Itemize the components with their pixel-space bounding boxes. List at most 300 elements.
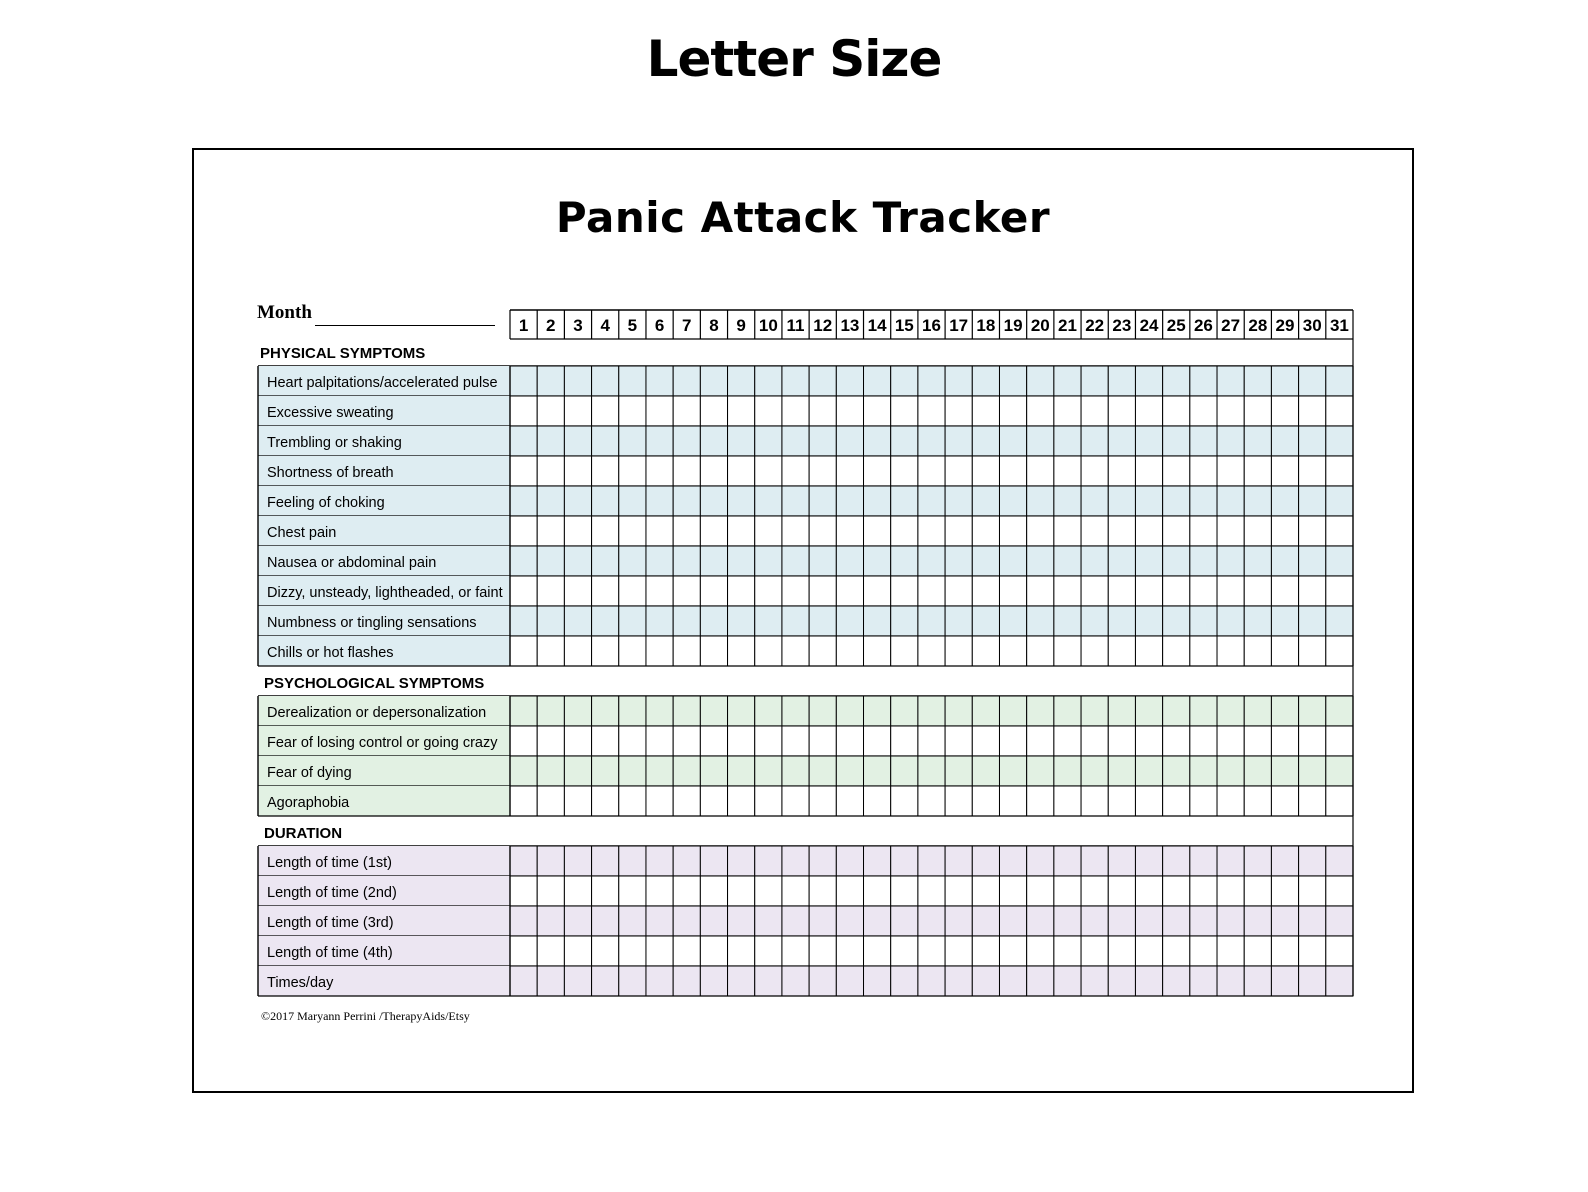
day-checkbox-cell[interactable] <box>564 396 591 426</box>
day-checkbox-cell[interactable] <box>1135 576 1162 606</box>
day-checkbox-cell[interactable] <box>592 846 619 876</box>
day-checkbox-cell[interactable] <box>1271 756 1298 786</box>
day-checkbox-cell[interactable] <box>836 876 863 906</box>
day-checkbox-cell[interactable] <box>1135 906 1162 936</box>
day-checkbox-cell[interactable] <box>1271 576 1298 606</box>
day-checkbox-cell[interactable] <box>1244 696 1271 726</box>
day-checkbox-cell[interactable] <box>972 876 999 906</box>
day-checkbox-cell[interactable] <box>782 486 809 516</box>
day-checkbox-cell[interactable] <box>1190 726 1217 756</box>
day-checkbox-cell[interactable] <box>564 846 591 876</box>
day-checkbox-cell[interactable] <box>510 486 537 516</box>
day-checkbox-cell[interactable] <box>700 606 727 636</box>
day-checkbox-cell[interactable] <box>1299 906 1326 936</box>
day-checkbox-cell[interactable] <box>1217 936 1244 966</box>
day-checkbox-cell[interactable] <box>809 786 836 816</box>
day-checkbox-cell[interactable] <box>1081 366 1108 396</box>
day-checkbox-cell[interactable] <box>782 456 809 486</box>
day-checkbox-cell[interactable] <box>673 846 700 876</box>
day-checkbox-cell[interactable] <box>700 756 727 786</box>
day-checkbox-cell[interactable] <box>1163 366 1190 396</box>
day-checkbox-cell[interactable] <box>1108 516 1135 546</box>
day-checkbox-cell[interactable] <box>592 696 619 726</box>
day-checkbox-cell[interactable] <box>1271 486 1298 516</box>
day-checkbox-cell[interactable] <box>891 486 918 516</box>
day-checkbox-cell[interactable] <box>537 756 564 786</box>
day-checkbox-cell[interactable] <box>510 726 537 756</box>
day-checkbox-cell[interactable] <box>1027 786 1054 816</box>
day-checkbox-cell[interactable] <box>945 576 972 606</box>
day-checkbox-cell[interactable] <box>972 636 999 666</box>
day-checkbox-cell[interactable] <box>864 906 891 936</box>
day-checkbox-cell[interactable] <box>1299 876 1326 906</box>
day-checkbox-cell[interactable] <box>592 396 619 426</box>
day-checkbox-cell[interactable] <box>1299 846 1326 876</box>
day-checkbox-cell[interactable] <box>755 366 782 396</box>
day-checkbox-cell[interactable] <box>1163 486 1190 516</box>
day-checkbox-cell[interactable] <box>1054 426 1081 456</box>
day-checkbox-cell[interactable] <box>510 426 537 456</box>
day-checkbox-cell[interactable] <box>700 396 727 426</box>
day-checkbox-cell[interactable] <box>1217 456 1244 486</box>
day-checkbox-cell[interactable] <box>1163 966 1190 996</box>
day-checkbox-cell[interactable] <box>1108 696 1135 726</box>
day-checkbox-cell[interactable] <box>972 606 999 636</box>
day-checkbox-cell[interactable] <box>1163 456 1190 486</box>
day-checkbox-cell[interactable] <box>972 366 999 396</box>
day-checkbox-cell[interactable] <box>891 906 918 936</box>
day-checkbox-cell[interactable] <box>728 516 755 546</box>
day-checkbox-cell[interactable] <box>510 516 537 546</box>
day-checkbox-cell[interactable] <box>755 756 782 786</box>
day-checkbox-cell[interactable] <box>1326 876 1353 906</box>
day-checkbox-cell[interactable] <box>864 366 891 396</box>
day-checkbox-cell[interactable] <box>809 966 836 996</box>
day-checkbox-cell[interactable] <box>1081 696 1108 726</box>
day-checkbox-cell[interactable] <box>728 456 755 486</box>
day-checkbox-cell[interactable] <box>1190 786 1217 816</box>
day-checkbox-cell[interactable] <box>673 636 700 666</box>
day-checkbox-cell[interactable] <box>1244 396 1271 426</box>
day-checkbox-cell[interactable] <box>918 906 945 936</box>
day-checkbox-cell[interactable] <box>1299 576 1326 606</box>
day-checkbox-cell[interactable] <box>700 906 727 936</box>
day-checkbox-cell[interactable] <box>1081 456 1108 486</box>
day-checkbox-cell[interactable] <box>1163 696 1190 726</box>
day-checkbox-cell[interactable] <box>1027 366 1054 396</box>
day-checkbox-cell[interactable] <box>619 786 646 816</box>
day-checkbox-cell[interactable] <box>510 636 537 666</box>
day-checkbox-cell[interactable] <box>809 726 836 756</box>
day-checkbox-cell[interactable] <box>1217 726 1244 756</box>
day-checkbox-cell[interactable] <box>836 936 863 966</box>
day-checkbox-cell[interactable] <box>673 606 700 636</box>
day-checkbox-cell[interactable] <box>1244 516 1271 546</box>
day-checkbox-cell[interactable] <box>945 516 972 546</box>
day-checkbox-cell[interactable] <box>945 786 972 816</box>
day-checkbox-cell[interactable] <box>755 576 782 606</box>
day-checkbox-cell[interactable] <box>782 516 809 546</box>
day-checkbox-cell[interactable] <box>1135 456 1162 486</box>
day-checkbox-cell[interactable] <box>999 486 1026 516</box>
day-checkbox-cell[interactable] <box>1271 366 1298 396</box>
day-checkbox-cell[interactable] <box>1299 726 1326 756</box>
day-checkbox-cell[interactable] <box>809 906 836 936</box>
day-checkbox-cell[interactable] <box>619 366 646 396</box>
day-checkbox-cell[interactable] <box>646 966 673 996</box>
day-checkbox-cell[interactable] <box>918 696 945 726</box>
day-checkbox-cell[interactable] <box>646 516 673 546</box>
day-checkbox-cell[interactable] <box>1135 786 1162 816</box>
day-checkbox-cell[interactable] <box>564 546 591 576</box>
day-checkbox-cell[interactable] <box>864 426 891 456</box>
day-checkbox-cell[interactable] <box>1244 876 1271 906</box>
day-checkbox-cell[interactable] <box>1054 786 1081 816</box>
day-checkbox-cell[interactable] <box>864 936 891 966</box>
day-checkbox-cell[interactable] <box>782 366 809 396</box>
day-checkbox-cell[interactable] <box>1299 606 1326 636</box>
day-checkbox-cell[interactable] <box>510 786 537 816</box>
day-checkbox-cell[interactable] <box>1244 426 1271 456</box>
day-checkbox-cell[interactable] <box>1054 516 1081 546</box>
day-checkbox-cell[interactable] <box>1299 426 1326 456</box>
day-checkbox-cell[interactable] <box>755 726 782 756</box>
day-checkbox-cell[interactable] <box>809 636 836 666</box>
day-checkbox-cell[interactable] <box>592 726 619 756</box>
day-checkbox-cell[interactable] <box>891 726 918 756</box>
day-checkbox-cell[interactable] <box>1108 396 1135 426</box>
day-checkbox-cell[interactable] <box>918 516 945 546</box>
day-checkbox-cell[interactable] <box>782 546 809 576</box>
day-checkbox-cell[interactable] <box>1027 846 1054 876</box>
day-checkbox-cell[interactable] <box>673 426 700 456</box>
day-checkbox-cell[interactable] <box>891 546 918 576</box>
day-checkbox-cell[interactable] <box>1244 906 1271 936</box>
day-checkbox-cell[interactable] <box>1244 576 1271 606</box>
day-checkbox-cell[interactable] <box>1244 606 1271 636</box>
day-checkbox-cell[interactable] <box>782 696 809 726</box>
day-checkbox-cell[interactable] <box>1108 846 1135 876</box>
day-checkbox-cell[interactable] <box>619 426 646 456</box>
day-checkbox-cell[interactable] <box>564 366 591 396</box>
day-checkbox-cell[interactable] <box>1054 696 1081 726</box>
day-checkbox-cell[interactable] <box>1163 636 1190 666</box>
day-checkbox-cell[interactable] <box>510 846 537 876</box>
day-checkbox-cell[interactable] <box>1299 516 1326 546</box>
day-checkbox-cell[interactable] <box>918 936 945 966</box>
day-checkbox-cell[interactable] <box>1163 906 1190 936</box>
day-checkbox-cell[interactable] <box>918 486 945 516</box>
day-checkbox-cell[interactable] <box>1326 726 1353 756</box>
day-checkbox-cell[interactable] <box>891 426 918 456</box>
day-checkbox-cell[interactable] <box>891 876 918 906</box>
day-checkbox-cell[interactable] <box>619 726 646 756</box>
day-checkbox-cell[interactable] <box>700 966 727 996</box>
day-checkbox-cell[interactable] <box>782 966 809 996</box>
day-checkbox-cell[interactable] <box>564 966 591 996</box>
day-checkbox-cell[interactable] <box>1108 726 1135 756</box>
day-checkbox-cell[interactable] <box>755 906 782 936</box>
day-checkbox-cell[interactable] <box>972 516 999 546</box>
day-checkbox-cell[interactable] <box>1217 906 1244 936</box>
day-checkbox-cell[interactable] <box>1271 876 1298 906</box>
day-checkbox-cell[interactable] <box>1135 876 1162 906</box>
day-checkbox-cell[interactable] <box>809 486 836 516</box>
day-checkbox-cell[interactable] <box>755 396 782 426</box>
day-checkbox-cell[interactable] <box>1217 366 1244 396</box>
day-checkbox-cell[interactable] <box>864 396 891 426</box>
day-checkbox-cell[interactable] <box>1081 846 1108 876</box>
day-checkbox-cell[interactable] <box>1054 636 1081 666</box>
day-checkbox-cell[interactable] <box>1217 696 1244 726</box>
day-checkbox-cell[interactable] <box>1081 966 1108 996</box>
day-checkbox-cell[interactable] <box>537 726 564 756</box>
day-checkbox-cell[interactable] <box>1271 396 1298 426</box>
day-checkbox-cell[interactable] <box>918 396 945 426</box>
day-checkbox-cell[interactable] <box>1135 426 1162 456</box>
day-checkbox-cell[interactable] <box>564 756 591 786</box>
day-checkbox-cell[interactable] <box>1326 516 1353 546</box>
day-checkbox-cell[interactable] <box>646 846 673 876</box>
day-checkbox-cell[interactable] <box>782 876 809 906</box>
day-checkbox-cell[interactable] <box>755 486 782 516</box>
day-checkbox-cell[interactable] <box>1081 426 1108 456</box>
day-checkbox-cell[interactable] <box>945 906 972 936</box>
day-checkbox-cell[interactable] <box>700 936 727 966</box>
day-checkbox-cell[interactable] <box>1217 516 1244 546</box>
day-checkbox-cell[interactable] <box>673 726 700 756</box>
day-checkbox-cell[interactable] <box>1271 936 1298 966</box>
day-checkbox-cell[interactable] <box>972 906 999 936</box>
day-checkbox-cell[interactable] <box>1108 786 1135 816</box>
day-checkbox-cell[interactable] <box>755 786 782 816</box>
day-checkbox-cell[interactable] <box>673 876 700 906</box>
day-checkbox-cell[interactable] <box>673 486 700 516</box>
day-checkbox-cell[interactable] <box>809 366 836 396</box>
day-checkbox-cell[interactable] <box>1326 636 1353 666</box>
day-checkbox-cell[interactable] <box>728 966 755 996</box>
day-checkbox-cell[interactable] <box>1081 726 1108 756</box>
day-checkbox-cell[interactable] <box>537 696 564 726</box>
day-checkbox-cell[interactable] <box>836 426 863 456</box>
day-checkbox-cell[interactable] <box>1217 426 1244 456</box>
day-checkbox-cell[interactable] <box>891 396 918 426</box>
day-checkbox-cell[interactable] <box>1190 516 1217 546</box>
day-checkbox-cell[interactable] <box>510 546 537 576</box>
day-checkbox-cell[interactable] <box>945 546 972 576</box>
day-checkbox-cell[interactable] <box>918 576 945 606</box>
day-checkbox-cell[interactable] <box>1054 876 1081 906</box>
day-checkbox-cell[interactable] <box>945 846 972 876</box>
day-checkbox-cell[interactable] <box>1217 756 1244 786</box>
day-checkbox-cell[interactable] <box>945 486 972 516</box>
day-checkbox-cell[interactable] <box>1027 546 1054 576</box>
day-checkbox-cell[interactable] <box>836 516 863 546</box>
day-checkbox-cell[interactable] <box>1135 516 1162 546</box>
day-checkbox-cell[interactable] <box>1190 456 1217 486</box>
day-checkbox-cell[interactable] <box>864 636 891 666</box>
day-checkbox-cell[interactable] <box>592 486 619 516</box>
day-checkbox-cell[interactable] <box>673 396 700 426</box>
day-checkbox-cell[interactable] <box>1217 576 1244 606</box>
day-checkbox-cell[interactable] <box>537 876 564 906</box>
day-checkbox-cell[interactable] <box>809 576 836 606</box>
day-checkbox-cell[interactable] <box>700 576 727 606</box>
day-checkbox-cell[interactable] <box>537 456 564 486</box>
day-checkbox-cell[interactable] <box>728 606 755 636</box>
day-checkbox-cell[interactable] <box>1027 606 1054 636</box>
day-checkbox-cell[interactable] <box>1326 396 1353 426</box>
day-checkbox-cell[interactable] <box>728 876 755 906</box>
day-checkbox-cell[interactable] <box>619 636 646 666</box>
day-checkbox-cell[interactable] <box>891 516 918 546</box>
day-checkbox-cell[interactable] <box>1217 546 1244 576</box>
day-checkbox-cell[interactable] <box>1271 786 1298 816</box>
day-checkbox-cell[interactable] <box>782 426 809 456</box>
day-checkbox-cell[interactable] <box>999 546 1026 576</box>
day-checkbox-cell[interactable] <box>1190 636 1217 666</box>
day-checkbox-cell[interactable] <box>945 966 972 996</box>
day-checkbox-cell[interactable] <box>564 786 591 816</box>
day-checkbox-cell[interactable] <box>564 636 591 666</box>
day-checkbox-cell[interactable] <box>592 756 619 786</box>
day-checkbox-cell[interactable] <box>728 846 755 876</box>
day-checkbox-cell[interactable] <box>1271 726 1298 756</box>
day-checkbox-cell[interactable] <box>619 516 646 546</box>
day-checkbox-cell[interactable] <box>646 906 673 936</box>
day-checkbox-cell[interactable] <box>972 786 999 816</box>
day-checkbox-cell[interactable] <box>755 456 782 486</box>
day-checkbox-cell[interactable] <box>1108 426 1135 456</box>
day-checkbox-cell[interactable] <box>1217 876 1244 906</box>
day-checkbox-cell[interactable] <box>1163 846 1190 876</box>
day-checkbox-cell[interactable] <box>646 606 673 636</box>
day-checkbox-cell[interactable] <box>1081 876 1108 906</box>
day-checkbox-cell[interactable] <box>782 576 809 606</box>
day-checkbox-cell[interactable] <box>673 576 700 606</box>
day-checkbox-cell[interactable] <box>564 936 591 966</box>
day-checkbox-cell[interactable] <box>728 396 755 426</box>
day-checkbox-cell[interactable] <box>1299 396 1326 426</box>
day-checkbox-cell[interactable] <box>1135 546 1162 576</box>
day-checkbox-cell[interactable] <box>1244 546 1271 576</box>
day-checkbox-cell[interactable] <box>999 966 1026 996</box>
day-checkbox-cell[interactable] <box>864 516 891 546</box>
day-checkbox-cell[interactable] <box>510 696 537 726</box>
day-checkbox-cell[interactable] <box>1163 726 1190 756</box>
day-checkbox-cell[interactable] <box>809 846 836 876</box>
day-checkbox-cell[interactable] <box>836 726 863 756</box>
day-checkbox-cell[interactable] <box>1027 396 1054 426</box>
day-checkbox-cell[interactable] <box>1271 606 1298 636</box>
day-checkbox-cell[interactable] <box>728 366 755 396</box>
day-checkbox-cell[interactable] <box>972 486 999 516</box>
day-checkbox-cell[interactable] <box>619 396 646 426</box>
day-checkbox-cell[interactable] <box>510 906 537 936</box>
day-checkbox-cell[interactable] <box>864 576 891 606</box>
day-checkbox-cell[interactable] <box>1299 456 1326 486</box>
day-checkbox-cell[interactable] <box>1271 906 1298 936</box>
day-checkbox-cell[interactable] <box>1108 966 1135 996</box>
day-checkbox-cell[interactable] <box>1108 906 1135 936</box>
day-checkbox-cell[interactable] <box>700 876 727 906</box>
day-checkbox-cell[interactable] <box>1135 396 1162 426</box>
day-checkbox-cell[interactable] <box>1108 606 1135 636</box>
day-checkbox-cell[interactable] <box>999 456 1026 486</box>
day-checkbox-cell[interactable] <box>999 726 1026 756</box>
day-checkbox-cell[interactable] <box>836 966 863 996</box>
day-checkbox-cell[interactable] <box>1081 756 1108 786</box>
day-checkbox-cell[interactable] <box>864 726 891 756</box>
day-checkbox-cell[interactable] <box>673 516 700 546</box>
day-checkbox-cell[interactable] <box>755 516 782 546</box>
day-checkbox-cell[interactable] <box>836 906 863 936</box>
day-checkbox-cell[interactable] <box>864 786 891 816</box>
day-checkbox-cell[interactable] <box>619 906 646 936</box>
day-checkbox-cell[interactable] <box>537 516 564 546</box>
day-checkbox-cell[interactable] <box>864 486 891 516</box>
day-checkbox-cell[interactable] <box>809 936 836 966</box>
day-checkbox-cell[interactable] <box>1163 756 1190 786</box>
day-checkbox-cell[interactable] <box>646 546 673 576</box>
day-checkbox-cell[interactable] <box>999 636 1026 666</box>
day-checkbox-cell[interactable] <box>1054 456 1081 486</box>
day-checkbox-cell[interactable] <box>646 636 673 666</box>
day-checkbox-cell[interactable] <box>1054 546 1081 576</box>
day-checkbox-cell[interactable] <box>1299 756 1326 786</box>
day-checkbox-cell[interactable] <box>1326 426 1353 456</box>
day-checkbox-cell[interactable] <box>1190 606 1217 636</box>
day-checkbox-cell[interactable] <box>1244 636 1271 666</box>
day-checkbox-cell[interactable] <box>999 396 1026 426</box>
day-checkbox-cell[interactable] <box>809 456 836 486</box>
day-checkbox-cell[interactable] <box>972 546 999 576</box>
day-checkbox-cell[interactable] <box>537 966 564 996</box>
day-checkbox-cell[interactable] <box>1326 936 1353 966</box>
day-checkbox-cell[interactable] <box>646 876 673 906</box>
day-checkbox-cell[interactable] <box>619 546 646 576</box>
day-checkbox-cell[interactable] <box>972 936 999 966</box>
day-checkbox-cell[interactable] <box>619 576 646 606</box>
day-checkbox-cell[interactable] <box>782 636 809 666</box>
day-checkbox-cell[interactable] <box>728 636 755 666</box>
day-checkbox-cell[interactable] <box>1271 846 1298 876</box>
day-checkbox-cell[interactable] <box>782 846 809 876</box>
day-checkbox-cell[interactable] <box>619 846 646 876</box>
day-checkbox-cell[interactable] <box>809 396 836 426</box>
day-checkbox-cell[interactable] <box>1054 396 1081 426</box>
day-checkbox-cell[interactable] <box>673 756 700 786</box>
day-checkbox-cell[interactable] <box>1190 486 1217 516</box>
day-checkbox-cell[interactable] <box>1027 636 1054 666</box>
day-checkbox-cell[interactable] <box>1135 606 1162 636</box>
day-checkbox-cell[interactable] <box>918 606 945 636</box>
day-checkbox-cell[interactable] <box>918 876 945 906</box>
day-checkbox-cell[interactable] <box>1271 636 1298 666</box>
day-checkbox-cell[interactable] <box>891 456 918 486</box>
day-checkbox-cell[interactable] <box>1244 786 1271 816</box>
day-checkbox-cell[interactable] <box>619 486 646 516</box>
day-checkbox-cell[interactable] <box>1190 966 1217 996</box>
day-checkbox-cell[interactable] <box>1244 756 1271 786</box>
day-checkbox-cell[interactable] <box>918 546 945 576</box>
day-checkbox-cell[interactable] <box>1081 576 1108 606</box>
day-checkbox-cell[interactable] <box>1163 396 1190 426</box>
day-checkbox-cell[interactable] <box>1108 576 1135 606</box>
day-checkbox-cell[interactable] <box>1190 876 1217 906</box>
day-checkbox-cell[interactable] <box>836 486 863 516</box>
day-checkbox-cell[interactable] <box>564 426 591 456</box>
